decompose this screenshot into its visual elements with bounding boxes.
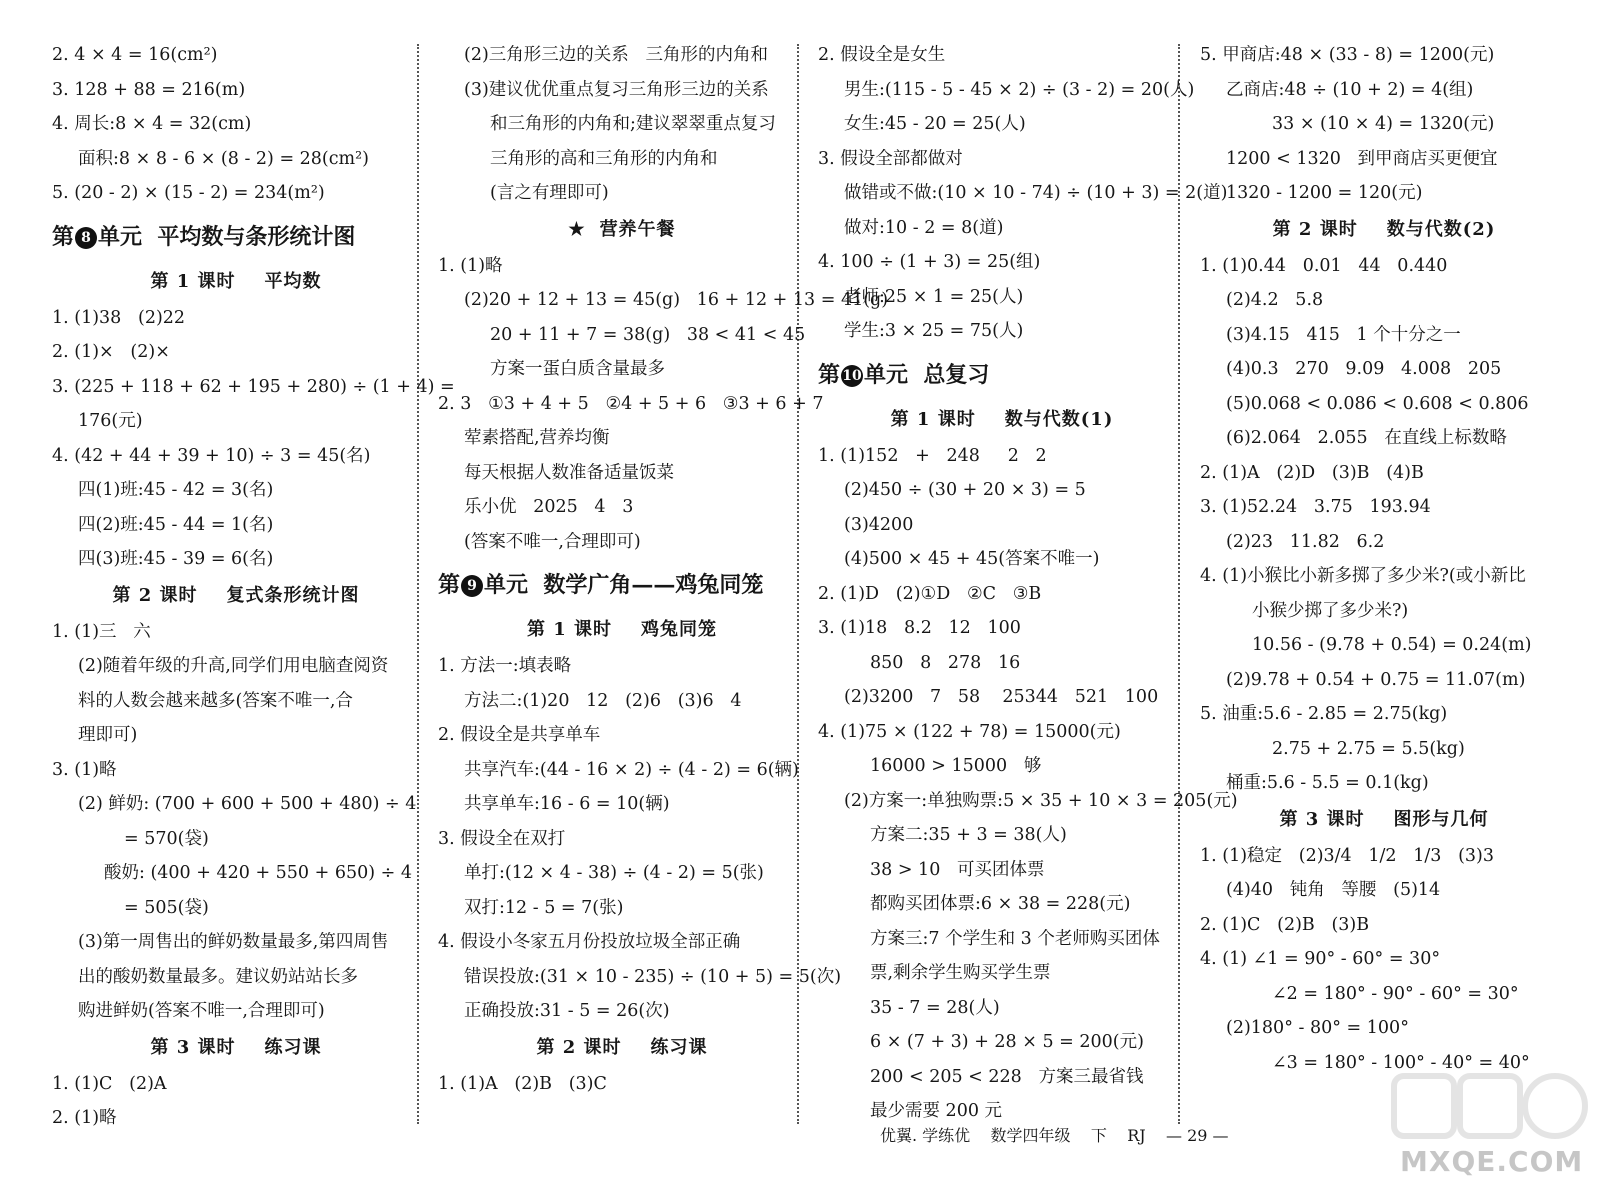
unit-heading-title: 单元 数学广角——鸡兔同笼 xyxy=(484,572,764,598)
unit-heading xyxy=(818,353,1186,397)
answer-column-1 xyxy=(52,38,455,1136)
answer-line: 1. (1)略 xyxy=(438,255,503,276)
answer-line: (4)40 钝角 等腰 (5)14 xyxy=(1226,880,1441,900)
answer-line: (答案不唯一,合理即可) xyxy=(464,531,641,552)
star-icon: ★ xyxy=(568,218,586,240)
answer-line: 每天根据人数准备适量饭菜 xyxy=(464,462,674,483)
answer-line: (2)方案一:单独购票:5 × 35 + 10 × 3 = 205(元) xyxy=(844,790,1238,811)
answer-line: 双打:12 - 5 = 7(张) xyxy=(464,897,624,918)
answer-line: 200 < 205 < 228 方案三最省钱 xyxy=(870,1066,1144,1087)
answer-line: ∠2 = 180° - 90° - 60° = 30° xyxy=(1272,983,1519,1004)
answer-line: 4. (1)75 × (122 + 78) = 15000(元) xyxy=(818,721,1121,742)
answer-line: 都购买团体票:6 × 38 = 228(元) xyxy=(870,894,1131,914)
answer-line: 料的人数会越来越多(答案不唯一,合 xyxy=(78,690,353,711)
unit-heading xyxy=(52,215,420,259)
answer-line: 850 8 278 16 xyxy=(870,652,1021,673)
page-footer: 优翼. 学练优 数学四年级 下 RJ — 29 — xyxy=(880,1126,1229,1145)
lesson-heading: 第 2 课时 复式条形统计图 xyxy=(112,584,360,606)
answer-line: 方案二:35 + 3 = 38(人) xyxy=(870,825,1067,845)
section-heading-text: 营养午餐 xyxy=(599,218,676,240)
answer-line: 做对:10 - 2 = 8(道) xyxy=(844,217,1004,238)
answer-line: 1200 < 1320 到甲商店买更便宜 xyxy=(1226,148,1498,169)
lesson-heading: 第 1 课时 数与代数(1) xyxy=(890,408,1114,430)
answer-line: (5)0.068 < 0.086 < 0.608 < 0.806 xyxy=(1226,393,1529,414)
answer-line: (2)3200 7 58 25344 521 100 xyxy=(844,687,1159,707)
answer-line: 2. 假设全是共享单车 xyxy=(438,725,601,745)
answer-line: 2.75 + 2.75 = 5.5(kg) xyxy=(1272,738,1465,759)
answer-line: 四(3)班:45 - 39 = 6(名) xyxy=(78,549,274,569)
answer-line: 3. (1)略 xyxy=(52,759,117,780)
answer-line: 荤素搭配,营养均衡 xyxy=(464,428,610,448)
answer-line: (2) 鲜奶: (700 + 600 + 500 + 480) ÷ 4 xyxy=(78,794,417,814)
answer-line: 票,剩余学生购买学生票 xyxy=(870,963,1051,983)
lesson-heading: 第 1 课时 平均数 xyxy=(150,270,322,292)
answer-line: 16000 > 15000 够 xyxy=(870,756,1042,776)
answer-line: 2. (1)D (2)①D ②C ③B xyxy=(818,583,1042,604)
answer-line: (3)第一周售出的鲜奶数量最多,第四周售 xyxy=(78,932,389,952)
answer-line: 错误投放:(31 × 10 - 235) ÷ (10 + 5) = 5(次) xyxy=(464,966,842,987)
answer-line: (3)4.15 415 1 个十分之一 xyxy=(1226,324,1461,345)
answer-line: 共享单车:16 - 6 = 10(辆) xyxy=(464,794,670,814)
answer-line: 共享汽车:(44 - 16 × 2) ÷ (4 - 2) = 6(辆) xyxy=(464,759,799,780)
answer-line: (2)随着年级的升高,同学们用电脑查阅资 xyxy=(78,656,389,676)
answer-line: (2)9.78 + 0.54 + 0.75 = 11.07(m) xyxy=(1226,669,1526,690)
answer-line: 理即可) xyxy=(78,725,138,745)
answer-line: 2. 假设全是女生 xyxy=(818,45,946,65)
answer-line: 3. (1)52.24 3.75 193.94 xyxy=(1200,497,1431,517)
answer-line: 1. 方法一:填表略 xyxy=(438,656,572,676)
answer-line: 方案一蛋白质含量最多 xyxy=(490,359,665,379)
answer-line: (2)三角形三边的关系 三角形的内角和 xyxy=(464,45,768,65)
answer-line: 20 + 11 + 7 = 38(g) 38 < 41 < 45 xyxy=(490,324,806,345)
answer-line: 10.56 - (9.78 + 0.54) = 0.24(m) xyxy=(1252,635,1532,655)
lesson-heading: 第 2 课时 练习课 xyxy=(536,1036,708,1058)
answer-line: 正确投放:31 - 5 = 26(次) xyxy=(464,1001,670,1021)
lesson-heading: 第 2 课时 数与代数(2) xyxy=(1272,218,1496,240)
answer-line: 和三角形的内角和;建议翠翠重点复习 xyxy=(490,114,776,134)
answer-line: 购进鲜奶(答案不唯一,合理即可) xyxy=(78,1001,325,1021)
answer-line: 176(元) xyxy=(78,411,143,431)
answer-line: (2)20 + 12 + 13 = 45(g) 16 + 12 + 13 = 41(g) xyxy=(464,290,889,310)
answer-line: 小猴少掷了多少米?) xyxy=(1252,600,1409,621)
answer-line: 方案三:7 个学生和 3 个老师购买团体 xyxy=(870,928,1160,949)
answer-line: 4. (1) ∠1 = 90° - 60° = 30° xyxy=(1200,949,1441,969)
answer-line: 四(1)班:45 - 42 = 3(名) xyxy=(78,480,274,500)
answer-line: 三角形的高和三角形的内角和 xyxy=(490,148,718,169)
unit-heading-prefix: 第 xyxy=(438,572,461,598)
answer-line: (2)23 11.82 6.2 xyxy=(1226,531,1385,552)
answer-line: 3. 假设全部都做对 xyxy=(818,148,963,169)
answer-line: 老师:25 × 1 = 25(人) xyxy=(844,286,1024,307)
answer-line: 做错或不做:(10 × 10 - 74) ÷ (10 + 3) = 2(道) xyxy=(844,183,1228,203)
answer-line: 1320 - 1200 = 120(元) xyxy=(1226,183,1423,203)
answer-line: 3. (225 + 118 + 62 + 195 + 280) ÷ (1 + 4) = xyxy=(52,376,455,397)
answer-line: 1. (1)C (2)A xyxy=(52,1073,167,1094)
answer-line: 面积:8 × 8 - 6 × (8 - 2) = 28(cm²) xyxy=(78,148,369,169)
unit-heading-title: 单元 总复习 xyxy=(864,361,990,388)
answer-line: 1. (1)0.44 0.01 44 0.440 xyxy=(1200,255,1448,276)
answer-line: 5. (20 - 2) × (15 - 2) = 234(m²) xyxy=(52,183,325,203)
unit-number-badge: 10 xyxy=(841,365,863,387)
answer-line: (3)建议优优重点复习三角形三边的关系 xyxy=(464,79,769,100)
answer-line: 6 × (7 + 3) + 28 × 5 = 200(元) xyxy=(870,1032,1144,1052)
answer-line: 33 × (10 × 4) = 1320(元) xyxy=(1272,114,1495,134)
unit-number-badge: 8 xyxy=(75,227,97,249)
answer-line: 2. 3 ①3 + 4 + 5 ②4 + 5 + 6 ③3 + 6 + 7 xyxy=(438,393,824,414)
watermark-text: MXQE.COM xyxy=(1400,1145,1584,1178)
answer-line: 男生:(115 - 5 - 45 × 2) ÷ (3 - 2) = 20(人) xyxy=(844,79,1195,100)
answer-line: 1. (1)152 + 248 2 2 xyxy=(818,445,1047,466)
answer-line: 最少需要 200 元 xyxy=(870,1101,1003,1121)
lesson-heading: 第 3 课时 图形与几何 xyxy=(1279,808,1489,830)
answer-line: 方法二:(1)20 12 (2)6 (3)6 4 xyxy=(464,690,742,711)
answer-line: (3)4200 xyxy=(844,514,914,535)
answer-line: 2. 4 × 4 = 16(cm²) xyxy=(52,45,218,65)
answer-line: ∠3 = 180° - 100° - 40° = 40° xyxy=(1272,1052,1530,1073)
answer-line: 35 - 7 = 28(人) xyxy=(870,997,1000,1018)
answer-line: 2. (1)× (2)× xyxy=(52,342,170,362)
answer-line: (4)0.3 270 9.09 4.008 205 xyxy=(1226,359,1502,379)
answer-line: 1. (1)38 (2)22 xyxy=(52,307,186,328)
answer-line: 乙商店:48 ÷ (10 + 2) = 4(组) xyxy=(1226,79,1474,100)
answer-line: 1. (1)三 六 xyxy=(52,621,151,642)
section-heading xyxy=(438,211,806,249)
answer-line: 4. (42 + 44 + 39 + 10) ÷ 3 = 45(名) xyxy=(52,445,371,466)
answer-line: 4. 周长:8 × 4 = 32(cm) xyxy=(52,114,252,134)
answer-line: 38 > 10 可买团体票 xyxy=(870,859,1045,880)
answer-line: 出的酸奶数量最多。建议奶站站长多 xyxy=(78,966,358,987)
answer-line: 3. (1)18 8.2 12 100 xyxy=(818,618,1021,638)
answer-line: 酸奶: (400 + 420 + 550 + 650) ÷ 4 xyxy=(104,863,413,883)
answer-line: 女生:45 - 20 = 25(人) xyxy=(844,114,1026,134)
answer-line: 1. (1)A (2)B (3)C xyxy=(438,1073,607,1094)
answer-line: 5. 甲商店:48 × (33 - 8) = 1200(元) xyxy=(1200,45,1495,65)
unit-heading xyxy=(438,563,806,607)
unit-heading-prefix: 第 xyxy=(818,361,841,388)
answer-line: 4. 100 ÷ (1 + 3) = 25(组) xyxy=(818,252,1041,272)
answer-line: (2)180° - 80° = 100° xyxy=(1226,1018,1409,1038)
answer-line: 桶重:5.6 - 5.5 = 0.1(kg) xyxy=(1226,773,1429,793)
answer-column-4 xyxy=(1200,38,1568,1080)
answer-line: = 505(袋) xyxy=(124,897,209,918)
answer-line: 乐小优 2025 4 3 xyxy=(464,497,634,517)
answer-line: 2. (1)A (2)D (3)B (4)B xyxy=(1200,462,1424,483)
answer-line: 单打:(12 × 4 - 38) ÷ (4 - 2) = 5(张) xyxy=(464,863,764,883)
answer-line: (4)500 × 45 + 45(答案不唯一) xyxy=(844,549,1100,569)
answer-line: 四(2)班:45 - 44 = 1(名) xyxy=(78,514,274,535)
answer-line: 4. 假设小冬家五月份投放垃圾全部正确 xyxy=(438,932,741,952)
answer-line: (6)2.064 2.055 在直线上标数略 xyxy=(1226,428,1507,448)
unit-number-badge: 9 xyxy=(461,575,483,597)
answer-line: (2)450 ÷ (30 + 20 × 3) = 5 xyxy=(844,480,1086,500)
answer-line: (2)4.2 5.8 xyxy=(1226,290,1324,310)
unit-heading-prefix: 第 xyxy=(52,223,75,250)
answer-column-3 xyxy=(818,38,1238,1129)
answer-line: (言之有理即可) xyxy=(490,183,609,203)
unit-heading-title: 单元 平均数与条形统计图 xyxy=(98,223,356,250)
lesson-heading: 第 1 课时 鸡兔同笼 xyxy=(526,619,718,640)
answer-line: 2. (1)C (2)B (3)B xyxy=(1200,914,1370,935)
answer-line: = 570(袋) xyxy=(124,828,209,849)
answer-line: 4. (1)小猴比小新多掷了多少米?(或小新比 xyxy=(1200,566,1526,586)
answer-line: 1. (1)稳定 (2)3/4 1/2 1/3 (3)3 xyxy=(1200,845,1495,866)
answer-line: 学生:3 × 25 = 75(人) xyxy=(844,321,1024,341)
answer-line: 3. 128 + 88 = 216(m) xyxy=(52,79,246,100)
lesson-heading: 第 3 课时 练习课 xyxy=(150,1036,322,1058)
answer-line: 5. 油重:5.6 - 2.85 = 2.75(kg) xyxy=(1200,704,1448,724)
answer-line: 2. (1)略 xyxy=(52,1108,117,1128)
answer-line: 3. 假设全在双打 xyxy=(438,828,566,849)
